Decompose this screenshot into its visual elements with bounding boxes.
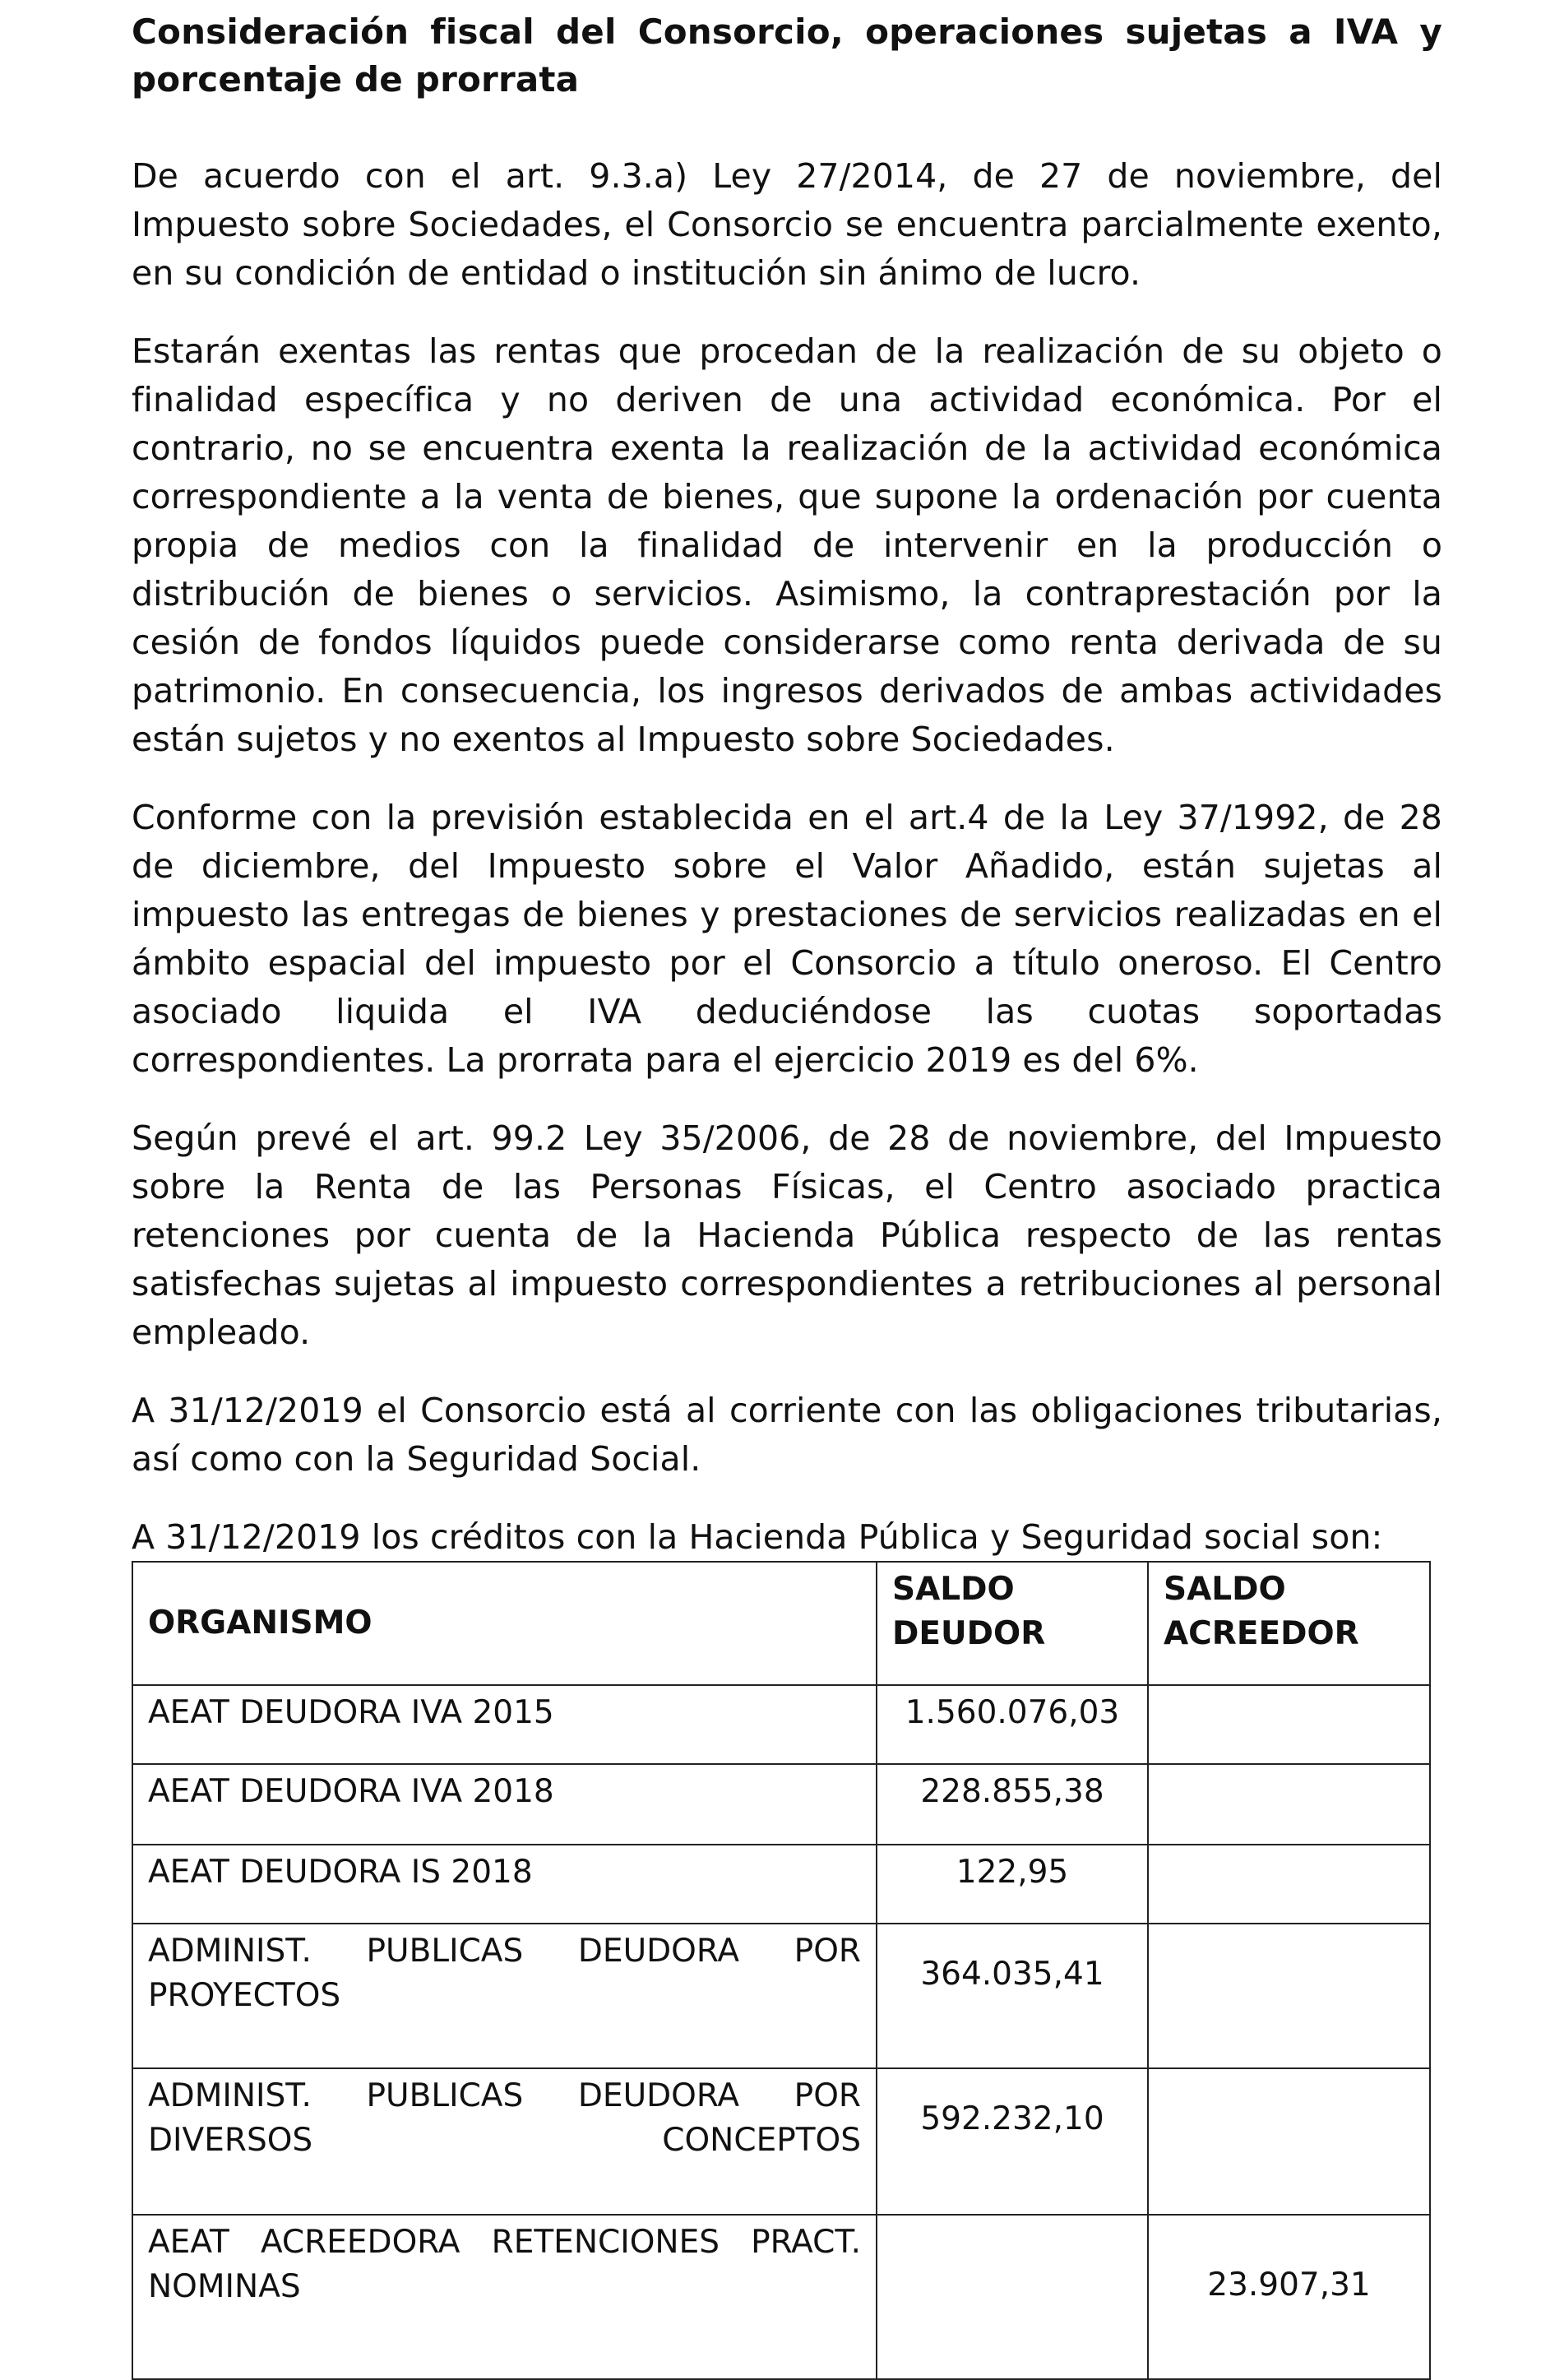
saldo-deudor-cell: 592.232,10 bbox=[877, 2068, 1148, 2215]
saldo-acreedor-cell bbox=[1148, 1924, 1430, 2068]
paragraph-obligaciones: A 31/12/2019 el Consorcio está al corriente con las obligaciones tributarias, así como con la Seguridad Social. bbox=[132, 1391, 1442, 1479]
saldo-deudor-cell: 364.035,41 bbox=[877, 1924, 1148, 2068]
saldo-acreedor-cell: 23.907,31 bbox=[1148, 2215, 1430, 2379]
saldo-deudor-cell: 122,95 bbox=[877, 1845, 1148, 1924]
organismo-cell: AEAT ACREEDORA RETENCIONES PRACT. NOMINAS bbox=[132, 2215, 877, 2379]
header-saldo-deudor: SALDO DEUDOR bbox=[877, 1562, 1148, 1685]
organismo-cell: AEAT DEUDORA IVA 2018 bbox=[132, 1764, 877, 1845]
organismo-cell: ADMINIST. PUBLICAS DEUDORA POR PROYECTOS bbox=[132, 1924, 877, 2068]
table-row bbox=[132, 1845, 1430, 1924]
section-heading: Consideración fiscal del Consorcio, operaciones sujetas a IVA y porcentaje de prorrata bbox=[132, 12, 1442, 100]
paragraph-rentas-exentas: Estarán exentas las rentas que procedan de la realización de su objeto o finalidad específica y no deriven de una actividad económica. Por el contrario, no se encuentra exenta la realización de la actividad económica correspondiente a la venta de bienes, que supone la ordenación por cuenta propia de medios con la finalidad de intervenir en la producción o distribución de bienes o servicios. Asimismo, la contraprestación por la cesión de fondos líquidos puede considerarse como renta derivada de su patrimonio. En consecuencia, los ingresos derivados de ambas actividades están sujetos y no exentos al Impuesto sobre Sociedades. bbox=[132, 331, 1442, 759]
table-header-row bbox=[132, 1562, 1430, 1685]
document-page bbox=[132, 8, 1442, 2305]
creditos-table bbox=[132, 1561, 1431, 2380]
organismo-cell: ADMINIST. PUBLICAS DEUDORA POR DIVERSOS CONCEPTOS bbox=[132, 2068, 877, 2215]
table-row bbox=[132, 2068, 1430, 2215]
saldo-acreedor-cell bbox=[1148, 1764, 1430, 1845]
paragraph-impuesto-sociedades: De acuerdo con el art. 9.3.a) Ley 27/2014, de 27 de noviembre, del Impuesto sobre Sociedades, el Consorcio se encuentra parcialmente exento, en su condición de entidad o institución sin ánimo de lucro. bbox=[132, 156, 1442, 293]
table-row bbox=[132, 1924, 1430, 2068]
table-row bbox=[132, 2215, 1430, 2379]
saldo-deudor-cell: 228.855,38 bbox=[877, 1764, 1148, 1845]
table-row bbox=[132, 1764, 1430, 1845]
saldo-deudor-cell bbox=[877, 2215, 1148, 2379]
organismo-cell: AEAT DEUDORA IS 2018 bbox=[132, 1845, 877, 1924]
saldo-deudor-cell: 1.560.076,03 bbox=[877, 1685, 1148, 1764]
header-saldo-acreedor: SALDO ACREEDOR bbox=[1148, 1562, 1430, 1685]
saldo-acreedor-cell bbox=[1148, 1685, 1430, 1764]
saldo-acreedor-cell bbox=[1148, 1845, 1430, 1924]
table-row bbox=[132, 1685, 1430, 1764]
paragraph-irpf: Según prevé el art. 99.2 Ley 35/2006, de 28 de noviembre, del Impuesto sobre la Renta de las Personas Físicas, el Centro asociado practica retenciones por cuenta de la Hacienda Pública respecto de las rentas satisfechas sujetas al impuesto correspondientes a retribuciones al personal empleado. bbox=[132, 1118, 1442, 1352]
paragraph-creditos-intro: A 31/12/2019 los créditos con la Hacienda Pública y Seguridad social son: bbox=[132, 1517, 1383, 1557]
saldo-acreedor-cell bbox=[1148, 2068, 1430, 2215]
paragraph-iva: Conforme con la previsión establecida en el art.4 de la Ley 37/1992, de 28 de diciembre, del Impuesto sobre el Valor Añadido, están sujetas al impuesto las entregas de bienes y prestaciones de servicios realizadas en el ámbito espacial del impuesto por el Consorcio a título oneroso. El Centro asociado liquida el IVA deduciéndose las cuotas soportadas correspondientes. La prorrata para el ejercicio 2019 es del 6%. bbox=[132, 798, 1442, 1080]
organismo-cell: AEAT DEUDORA IVA 2015 bbox=[132, 1685, 877, 1764]
header-organismo: ORGANISMO bbox=[132, 1562, 877, 1685]
